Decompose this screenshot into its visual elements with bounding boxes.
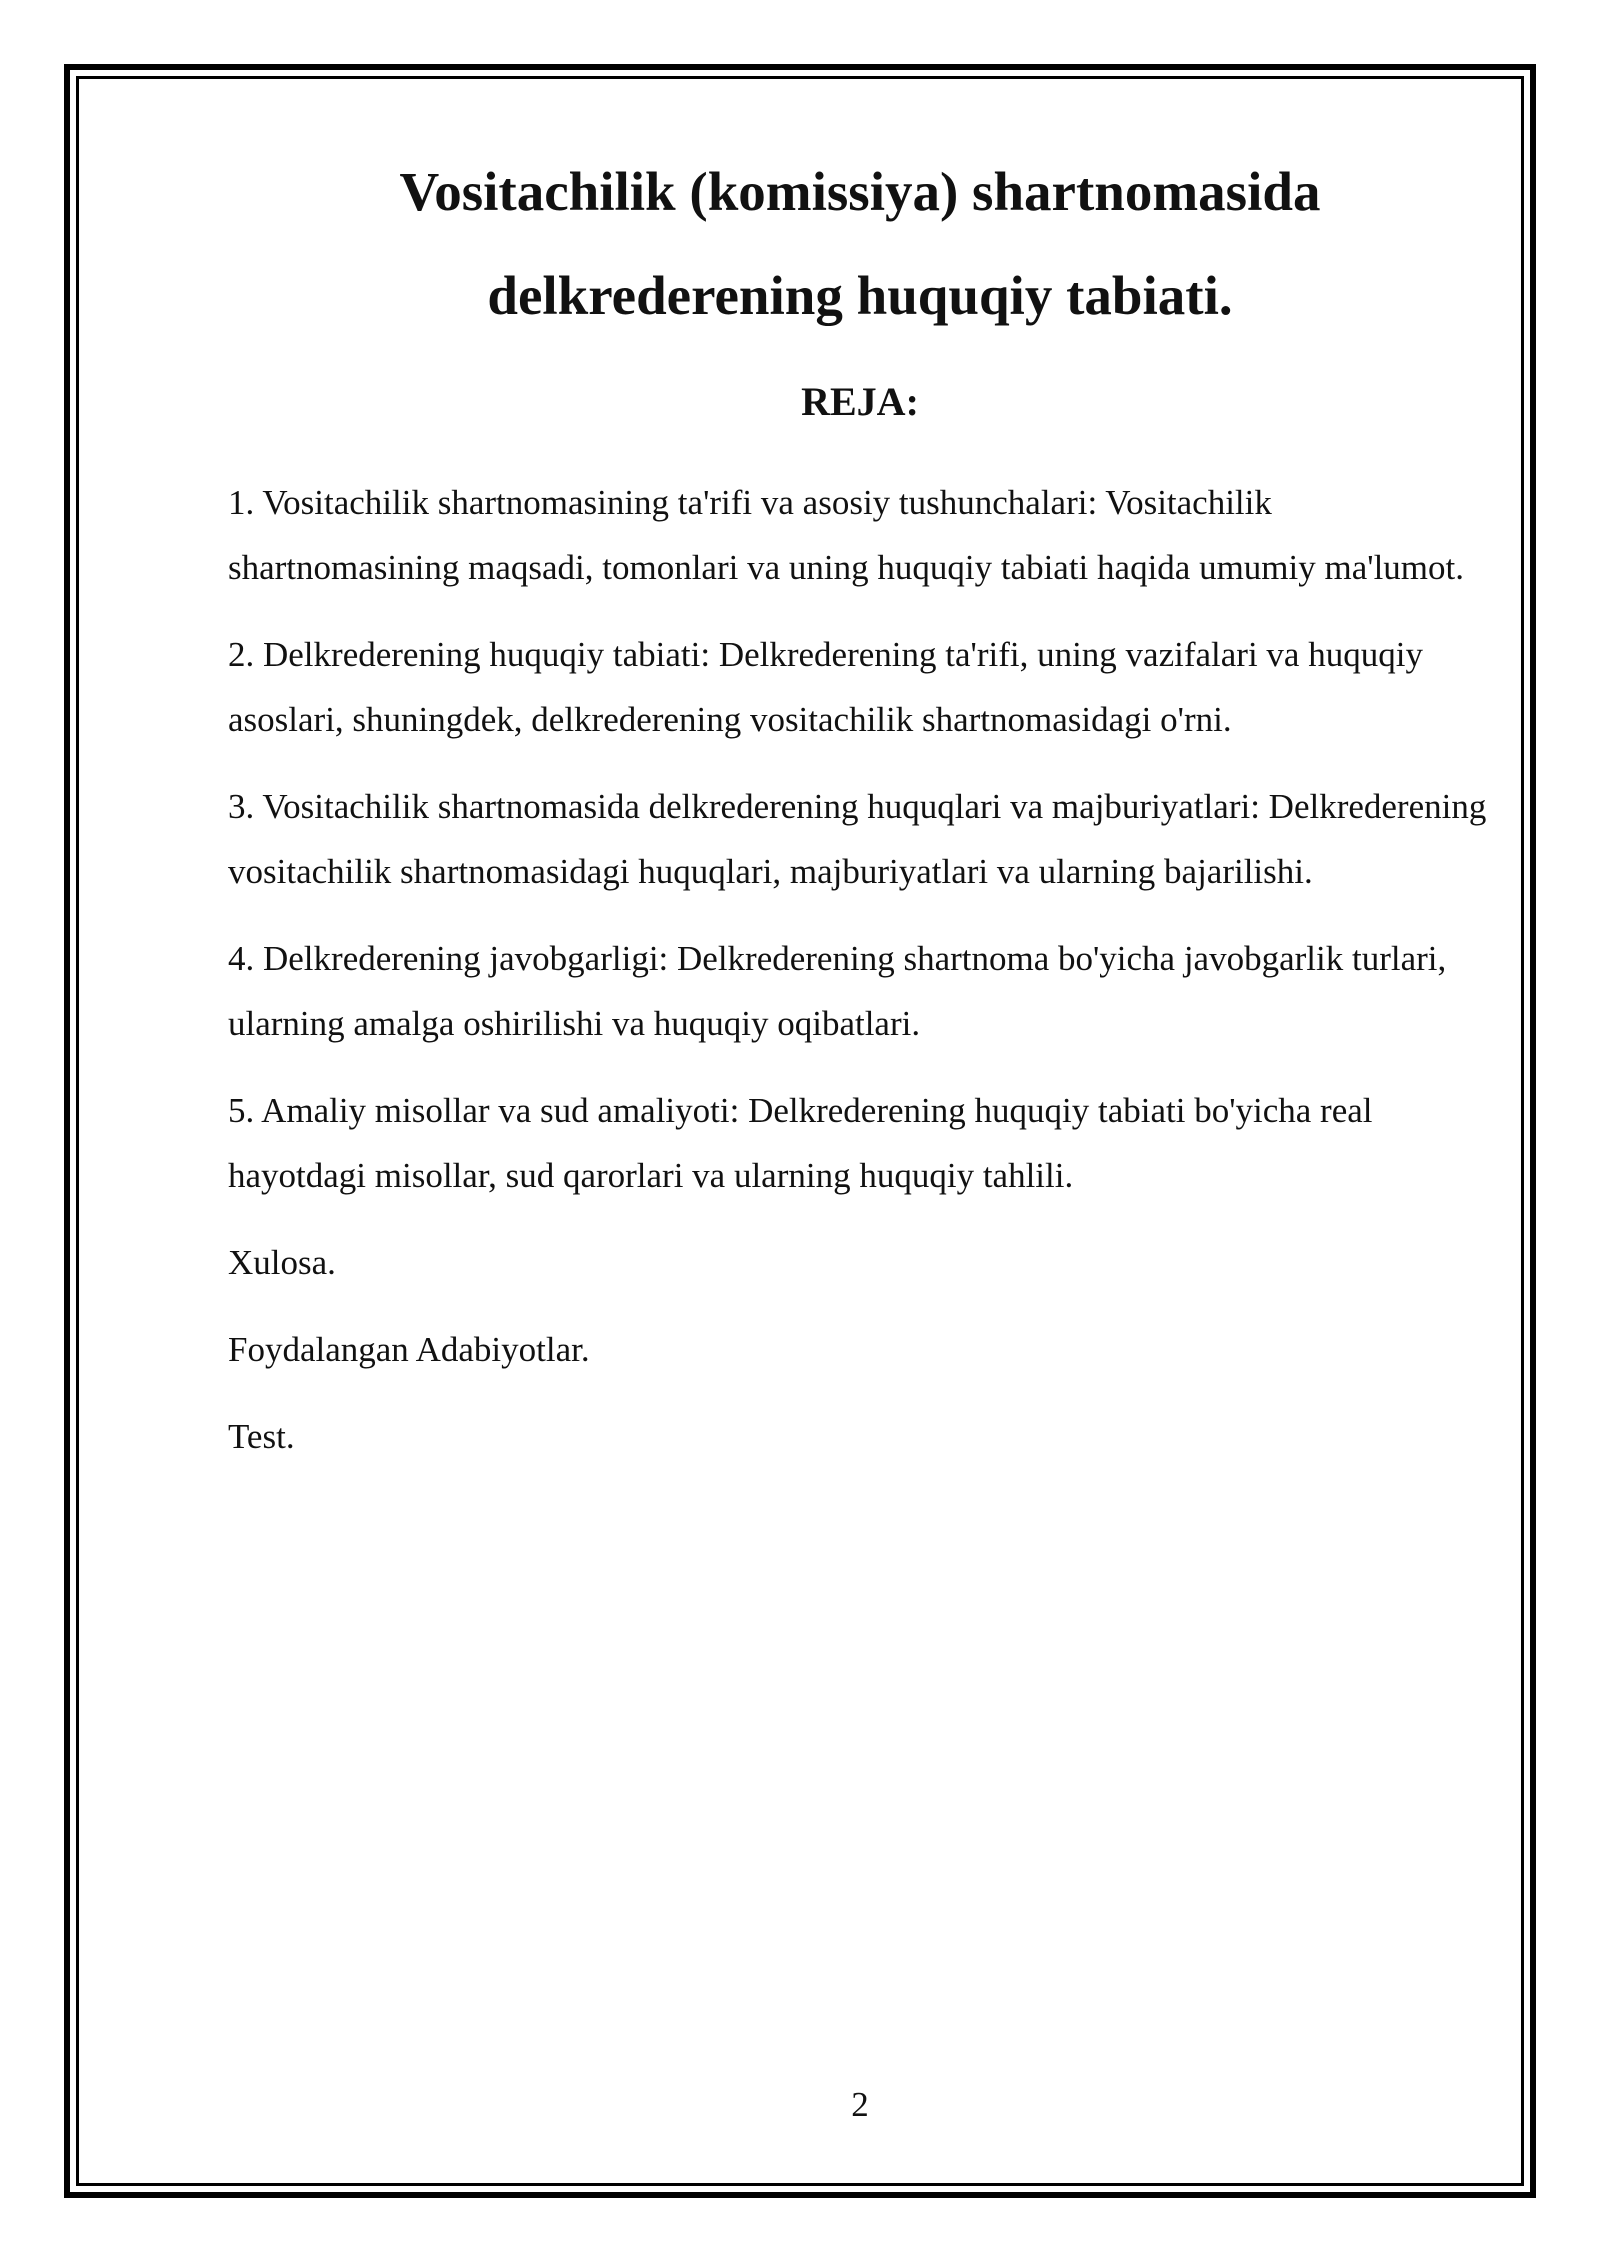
plan-item-4: 4. Delkrederening javobgarligi: Delkrederening shartnoma bo'yicha javobgarlik turlari, ularning amalga oshirilishi va huquqiy oqibatlari.: [228, 939, 1447, 1043]
plan-heading: REJA:: [801, 379, 919, 424]
title-line-2: delkrederening huquqiy tabiati.: [487, 265, 1233, 326]
plan-list: [228, 470, 1488, 1491]
plan-item-1: 1. Vositachilik shartnomasining ta'rifi va asosiy tushunchalari: Vositachilik shartnomasining maqsadi, tomonlari va uning huquqiy tabiati haqida umumiy ma'lumot.: [228, 483, 1464, 587]
plan-item-2: 2. Delkrederening huquqiy tabiati: Delkrederening ta'rifi, uning vazifalari va huquqiy asoslari, shuningdek, delkrederening vositachilik shartnomasidagi o'rni.: [228, 635, 1423, 739]
plan-item-3: 3. Vositachilik shartnomasida delkrederening huquqlari va majburiyatlari: Delkrederening vositachilik shartnomasidagi huquqlari, majburiyatlari va ularning bajarilishi.: [228, 787, 1487, 891]
page-number: 2: [851, 2085, 869, 2124]
conclusion-item: Xulosa.: [228, 1243, 336, 1282]
test-item: Test.: [228, 1417, 295, 1456]
document-title: [220, 140, 1500, 348]
title-line-1: Vositachilik (komissiya) shartnomasida: [399, 161, 1321, 222]
plan-item-5: 5. Amaliy misollar va sud amaliyoti: Delkrederening huquqiy tabiati bo'yicha real hayotdagi misollar, sud qarorlari va ularning huquqiy tahlili.: [228, 1091, 1373, 1195]
references-item: Foydalangan Adabiyotlar.: [228, 1330, 590, 1369]
